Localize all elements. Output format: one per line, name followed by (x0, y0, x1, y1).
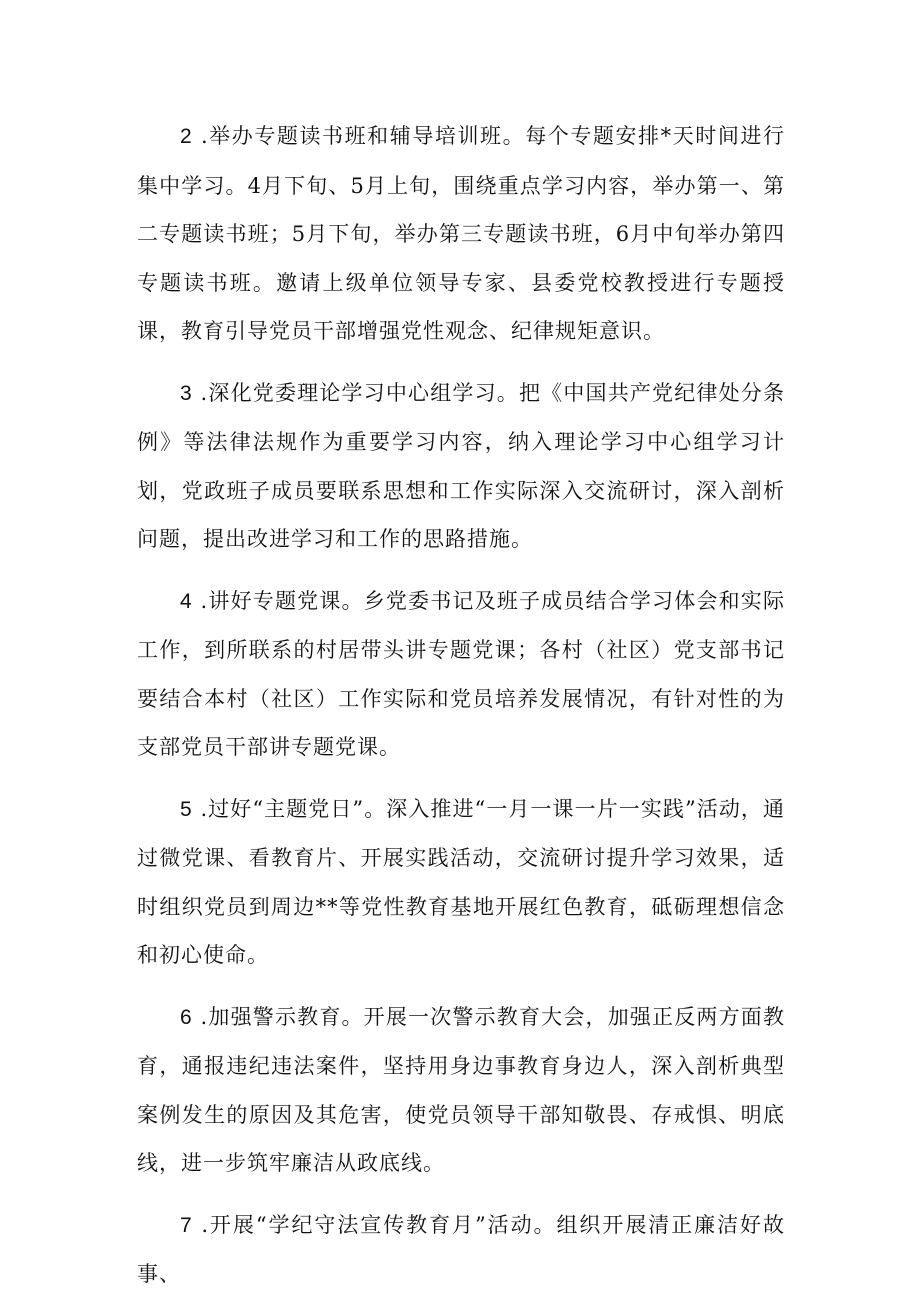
item-number: 6 (180, 1005, 193, 1029)
paragraph-text: .讲好专题党课。乡党委书记及班子成员结合学习体会和实际工作，到所联系的村居带头讲专题党课；各村（社区）党支部书记要结合本村（社区）工作实际和党员培养发展情况，有针对性的为支部党员干部讲专题党课。 (137, 588, 785, 759)
paragraph-item-2 (137, 112, 785, 356)
paragraph-text: .开展“学纪守法宣传教育月”活动。组织开展清正廉洁好故事、 (137, 1212, 785, 1286)
paragraph-text: .加强警示教育。开展一次警示教育大会，加强正反两方面教育，通报违纪违法案件，坚持用身边事教育身边人，深入剖析典型案例发生的原因及其危害，使党员领导干部知敬畏、存戒惧、明底线，进一步筑牢廉洁从政底线。 (137, 1004, 785, 1175)
paragraph-item-4 (137, 577, 785, 772)
paragraph-text: .深化党委理论学习中心组学习。把《中国共产党纪律处分条例》等法律法规作为重要学习内容，纳入理论学习中心组学习计划，党政班子成员要联系思想和工作实际深入交流研讨，深入剖析问题，提出改进学习和工作的思路措施。 (137, 380, 785, 551)
paragraph-text: .过好“主题党日”。深入推进“一月一课一片一实践”活动，通过微党课、看教育片、开展实践活动，交流研讨提升学习效果，适时组织党员到周边**等党性教育基地开展红色教育，砥砺理想信念和初心使命。 (137, 796, 785, 967)
item-number: 2 (180, 125, 193, 148)
paragraph-item-3 (137, 369, 785, 564)
item-number: 3 (180, 381, 193, 405)
item-number: 5 (180, 797, 193, 821)
document-body (137, 112, 785, 1312)
paragraph-item-5 (137, 785, 785, 980)
paragraph-item-7 (137, 1201, 785, 1299)
item-number: 4 (180, 589, 193, 613)
paragraph-item-6 (137, 993, 785, 1188)
paragraph-text: .举办专题读书班和辅导培训班。每个专题安排*天时间进行集中学习。4月下旬、5月上旬，围绕重点学习内容，举办第一、第二专题读书班；5月下旬，举办第三专题读书班，6月中旬举办第四专题读书班。邀请上级单位领导专家、县委党校教授进行专题授课，教育引导党员干部增强党性观念、纪律规矩意识。 (137, 124, 785, 343)
item-number: 7 (180, 1213, 193, 1237)
